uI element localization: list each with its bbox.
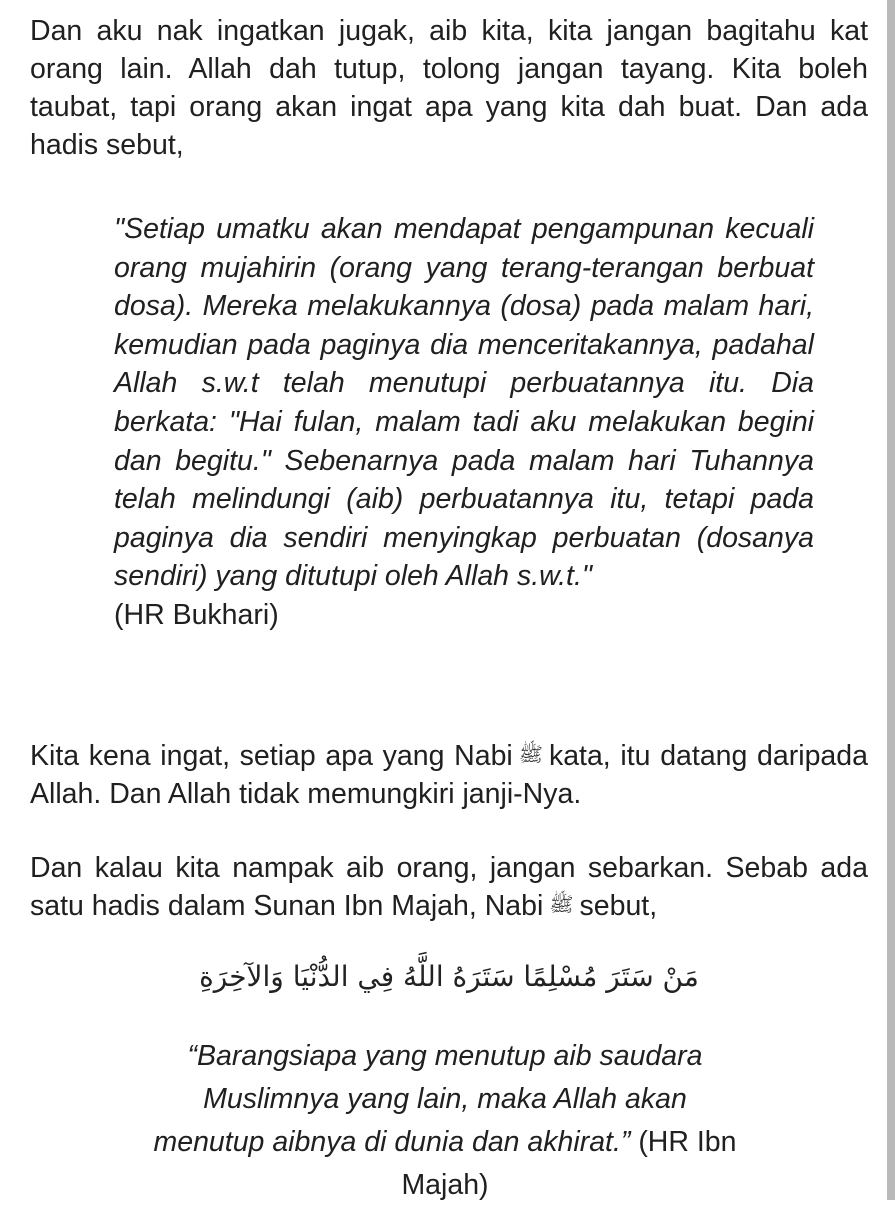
hadith-quote-block [114, 210, 814, 635]
paragraph-reminder-text-1: Kita kena ingat, setiap apa yang Nabi [30, 740, 513, 772]
hadith-translation-citation: (HR Ibn Majah) [401, 1126, 737, 1201]
paragraph-reminder-text-2: kata, itu datang daripada Allah. Dan Allah tidak memungkiri janji-Nya. [30, 740, 868, 810]
paragraph-ibn-majah-text-2: sebut, [579, 890, 658, 922]
hadith-translation-text: “Barangsiapa yang menutup aib saudara Muslimnya yang lain, maka Allah akan menutup aibnya di dunia dan akhirat.” [153, 1040, 703, 1158]
hadith-citation: (HR Bukhari) [114, 598, 279, 631]
paragraph-intro: Dan aku nak ingatkan jugak, aib kita, kita jangan bagitahu kat orang lain. Allah dah tutup, tolong jangan tayang. Kita boleh taubat, tapi orang akan ingat apa yang kita dah buat. Dan ada hadis sebut, [30, 15, 868, 161]
arabic-hadith-text: مَنْ سَتَرَ مُسْلِمًا سَتَرَهُ اللَّهُ فِي الدُّنْيَا وَالآخِرَةِ [199, 960, 699, 993]
salawat-symbol-icon: ﷺ [518, 742, 543, 766]
salawat-symbol-icon: ﷺ [549, 892, 574, 916]
page-edge-divider [887, 0, 895, 1200]
paragraph-ibn-majah [30, 849, 868, 925]
paragraph-ibn-majah-text-1: Dan kalau kita nampak aib orang, jangan sebarkan. Sebab ada satu hadis dalam Sunan Ibn Majah, Nabi [30, 852, 868, 922]
hadith-translation [150, 1035, 740, 1207]
hadith-quote-text: "Setiap umatku akan mendapat pengampunan kecuali orang mujahirin (orang yang terang-terangan berbuat dosa). Mereka melakukannya (dosa) pada malam hari, kemudian pada paginya dia menceritakannya, padahal Allah s.w.t telah menutupi perbuatannya itu. Dia berkata: "Hai fulan, malam tadi aku melakukan begini dan begitu." Sebenarnya pada malam hari Tuhannya telah melindungi (aib) perbuatannya itu, tetapi pada paginya dia sendiri menyingkap perbuatan (dosanya sendiri) yang ditutupi oleh Allah s.w.t." [114, 213, 814, 593]
paragraph-reminder [30, 737, 868, 813]
